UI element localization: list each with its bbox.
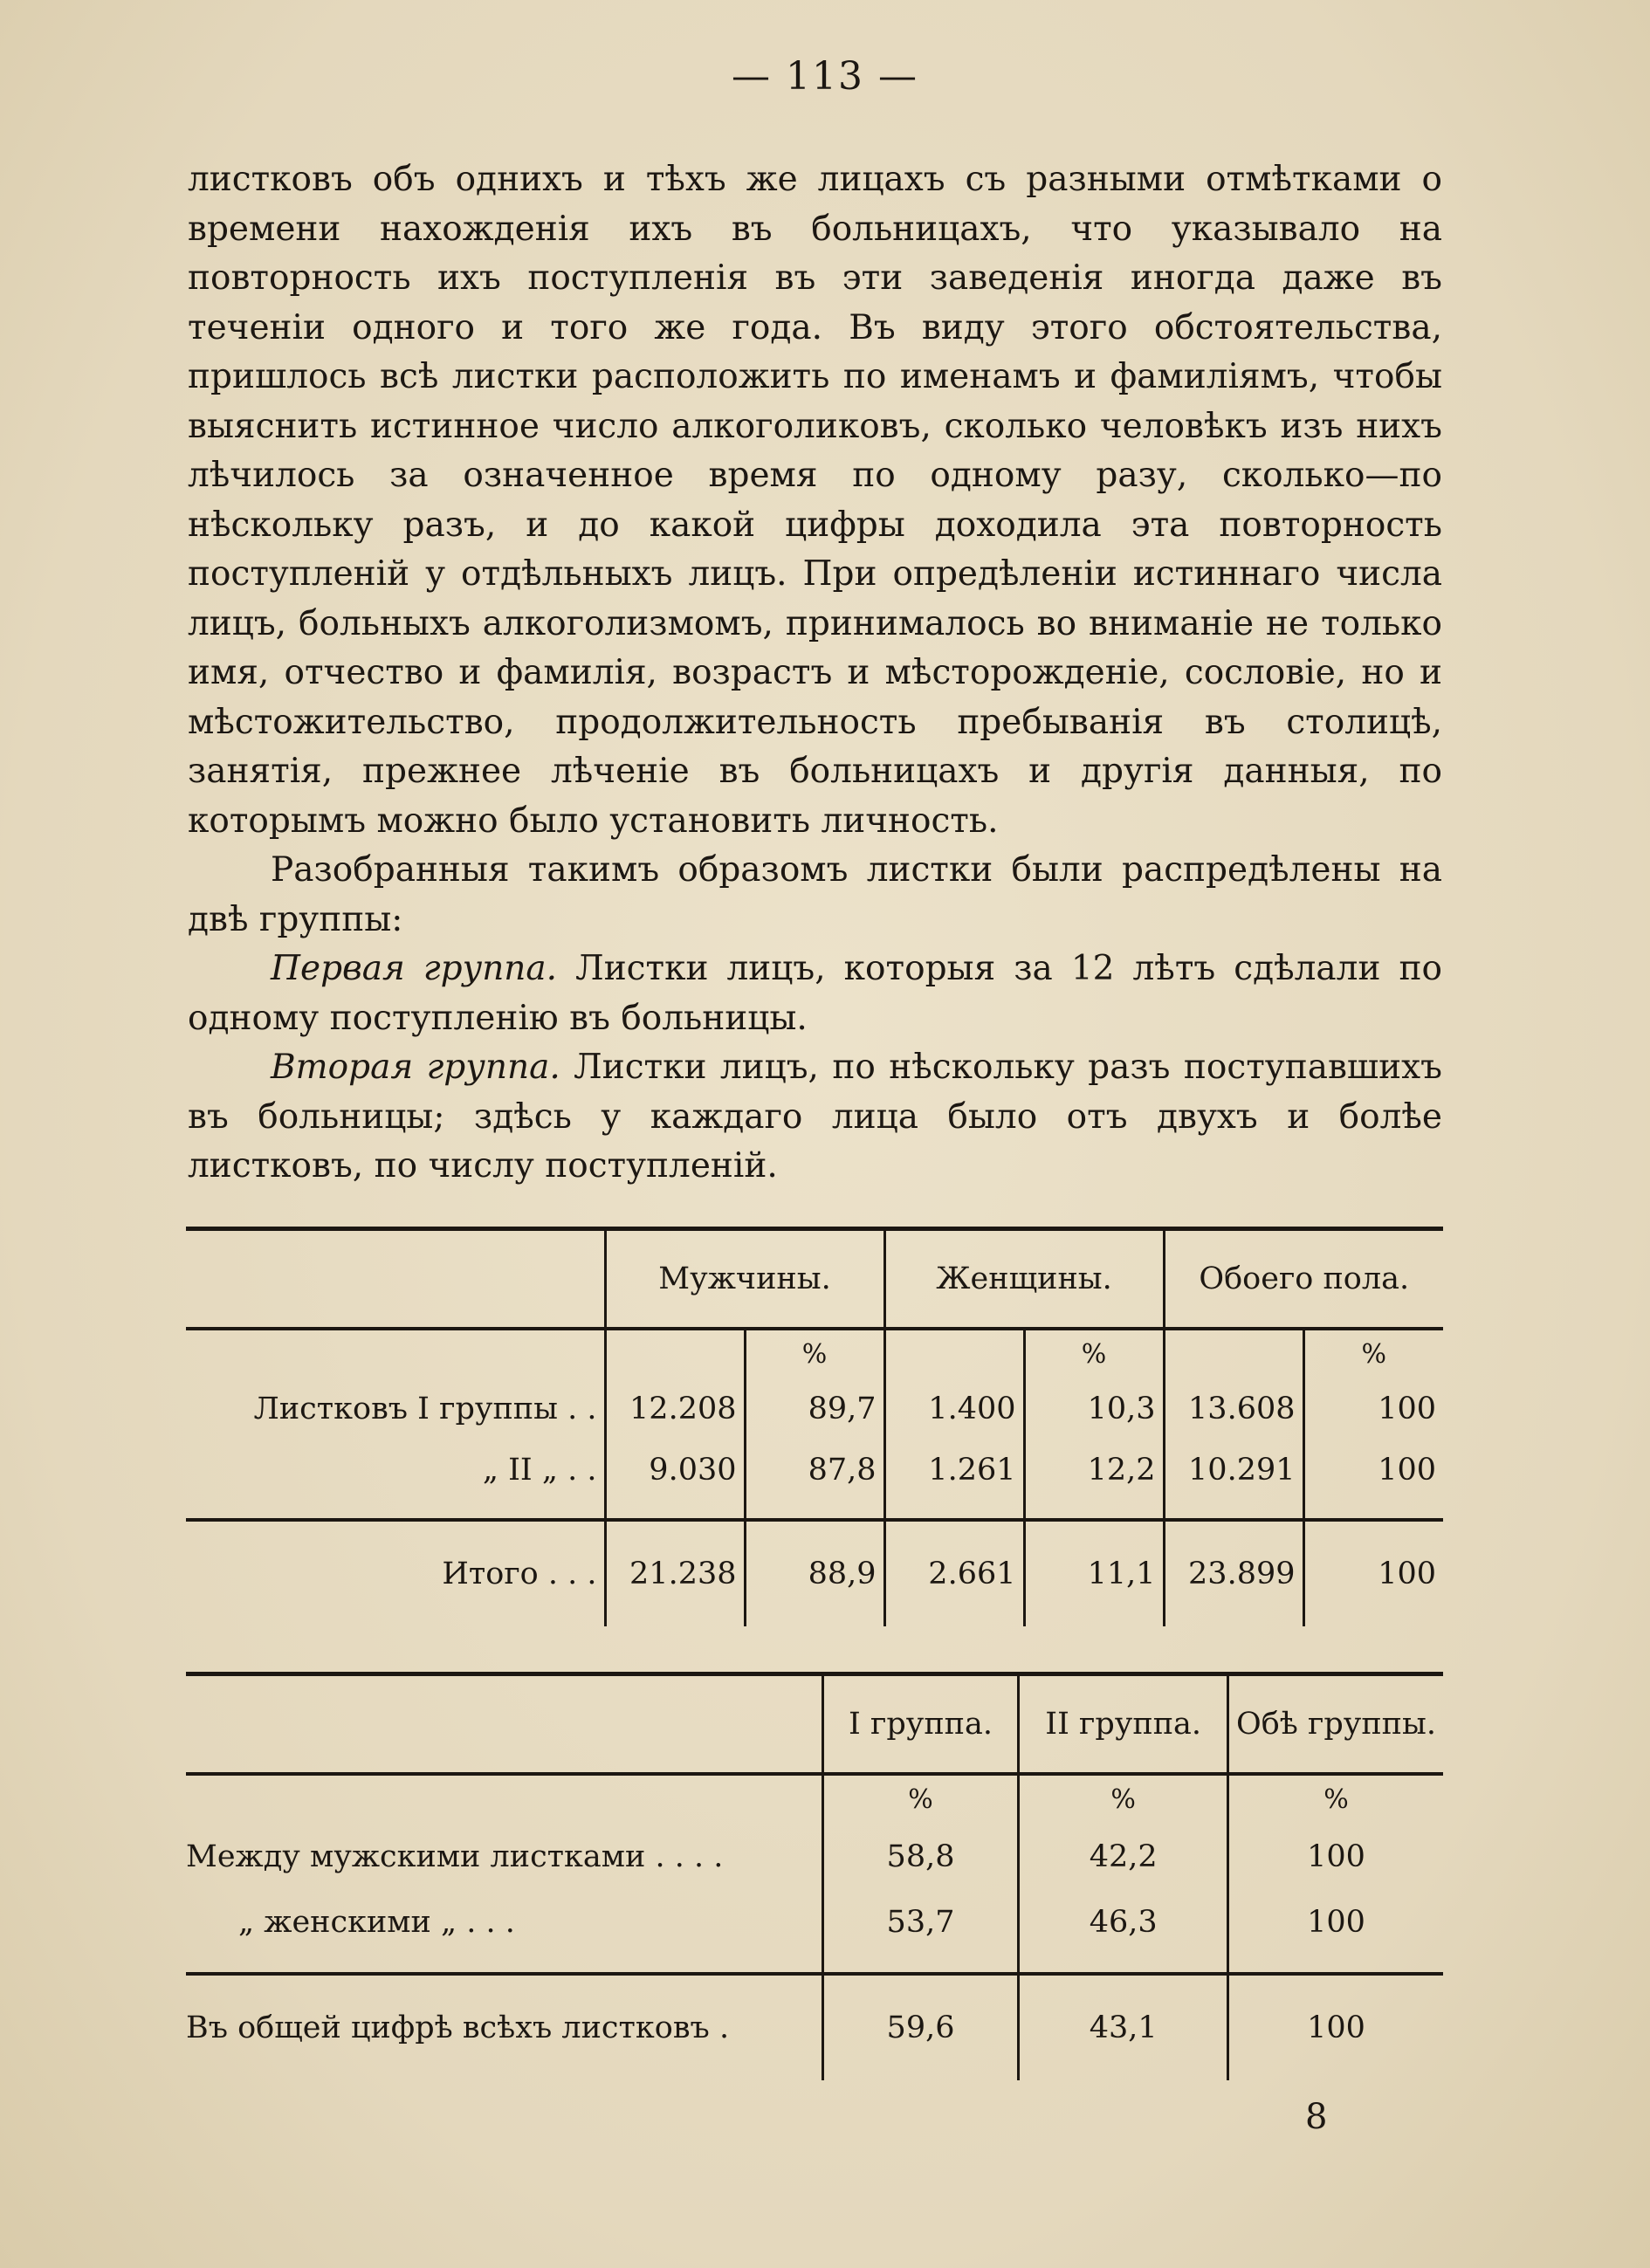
empty-cell — [1164, 1329, 1303, 1378]
empty-cell — [884, 1329, 1024, 1378]
body-text — [188, 155, 1442, 1192]
column-header: Женщины. — [884, 1229, 1164, 1330]
cell-value: 12,2 — [1024, 1440, 1164, 1520]
total-label: Итого . . . — [442, 1557, 597, 1591]
paragraph: Разобранныя такимъ образомъ листки были распредѣлены на двѣ группы: — [188, 850, 1442, 939]
column-header: I группа. — [822, 1674, 1019, 1775]
percent-sign: % — [822, 1774, 1019, 1824]
cell-value: 89,7 — [745, 1378, 884, 1440]
table-header-row — [186, 1229, 1443, 1330]
cell-value: 53,7 — [822, 1889, 1019, 1974]
table-sheets-by-sex — [186, 1227, 1443, 1626]
row-label: Листковъ I группы . . — [253, 1392, 597, 1426]
percent-sign-row — [186, 1329, 1443, 1378]
percent-sign: % — [1303, 1329, 1443, 1378]
cell-value: 100 — [1303, 1520, 1443, 1626]
percent-sign-row — [186, 1774, 1443, 1824]
percent-sign: % — [1019, 1774, 1228, 1824]
cell-value: 9.030 — [605, 1440, 745, 1520]
empty-header-cell — [186, 1229, 605, 1330]
cell-value: 2.661 — [884, 1520, 1024, 1626]
table-row — [186, 1378, 1443, 1440]
cell-value: 1.261 — [884, 1440, 1024, 1520]
column-header: Мужчины. — [605, 1229, 884, 1330]
empty-cell — [186, 1329, 605, 1378]
empty-cell — [605, 1329, 745, 1378]
column-header: Обоего пола. — [1164, 1229, 1443, 1330]
table-header-row — [186, 1674, 1443, 1775]
group-one-paragraph — [188, 945, 1442, 1043]
cell-value: 46,3 — [1019, 1889, 1228, 1974]
cell-value: 87,8 — [745, 1440, 884, 1520]
group-two-title: Вторая группа. — [271, 1048, 560, 1087]
cell-value: 88,9 — [745, 1520, 884, 1626]
cell-value: 1.400 — [884, 1378, 1024, 1440]
cell-value: 100 — [1303, 1378, 1443, 1440]
cell-value: 13.608 — [1164, 1378, 1303, 1440]
percent-sign: % — [1024, 1329, 1164, 1378]
paragraph: листковъ объ однихъ и тѣхъ же лицахъ съ разными отмѣтками о времени нахожденія ихъ въ больницахъ, что указывало на повторность ихъ поступленія въ эти заведенія иногда даже въ теченіи одного и того же года. Въ виду этого обстоятельства, пришлось всѣ листки расположить по именамъ и фамиліямъ, чтобы выяснить истинное число алкоголиковъ, сколько человѣкъ изъ нихъ лѣчилось за означенное время по одному разу, сколько—по нѣскольку разъ, и до какой цифры доходила эта повторность поступленій у отдѣльныхъ лицъ. При опредѣленіи истиннаго числа лицъ, больныхъ алкоголизмомъ, принималось во вниманіе не только имя, отчество и фамилія, возрастъ и мѣсторожденіе, сословіе, но и мѣстожительство, продолжительность пребыванія въ столицѣ, занятія, прежнее лѣченіе въ больницахъ и другія данныя, по которымъ можно было установить личность. — [188, 160, 1442, 841]
group-one-text: Листки лицъ, которыя за 12 лѣтъ сдѣлали по одному поступленію въ больницы. — [188, 949, 1442, 1038]
cell-value: 100 — [1227, 1824, 1443, 1889]
table-total-row — [186, 1974, 1443, 2080]
column-header: II группа. — [1019, 1674, 1228, 1775]
cell-value: 23.899 — [1164, 1520, 1303, 1626]
cell-value: 12.208 — [605, 1378, 745, 1440]
group-two-text: Листки лицъ, по нѣскольку разъ поступавшихъ въ больницы; здѣсь у каждаго лица было отъ двухъ и болѣе листковъ, по числу поступленій. — [188, 1048, 1442, 1186]
group-one-title: Первая группа. — [271, 949, 558, 988]
empty-header-cell — [186, 1674, 822, 1775]
table-row — [186, 1440, 1443, 1520]
cell-value: 43,1 — [1019, 1974, 1228, 2080]
table-row — [186, 1824, 1443, 1889]
cell-value: 10.291 — [1164, 1440, 1303, 1520]
cell-value: 100 — [1227, 1889, 1443, 1974]
table-total-row — [186, 1520, 1443, 1626]
percent-sign: % — [745, 1329, 884, 1378]
column-header: Обѣ группы. — [1227, 1674, 1443, 1775]
cell-value: 100 — [1227, 1974, 1443, 2080]
group-two-paragraph — [188, 1043, 1442, 1192]
row-label: Между мужскими листками . . . . — [186, 1838, 724, 1874]
cell-value: 42,2 — [1019, 1824, 1228, 1889]
row-label: „ женскими „ . . . — [238, 1904, 515, 1940]
cell-value: 10,3 — [1024, 1378, 1164, 1440]
total-label: Въ общей цифрѣ всѣхъ листковъ . — [186, 2010, 730, 2045]
cell-value: 21.238 — [605, 1520, 745, 1626]
empty-cell — [186, 1774, 822, 1824]
cell-value: 59,6 — [822, 1974, 1019, 2080]
cell-value: 100 — [1303, 1440, 1443, 1520]
page-number: — 113 — — [732, 54, 918, 99]
signature-mark: 8 — [1305, 2097, 1328, 2137]
cell-value: 11,1 — [1024, 1520, 1164, 1626]
percent-sign: % — [1227, 1774, 1443, 1824]
table-row — [186, 1889, 1443, 1974]
row-label: „ II „ . . — [482, 1453, 597, 1488]
cell-value: 58,8 — [822, 1824, 1019, 1889]
table-sheets-by-group — [186, 1672, 1443, 2080]
